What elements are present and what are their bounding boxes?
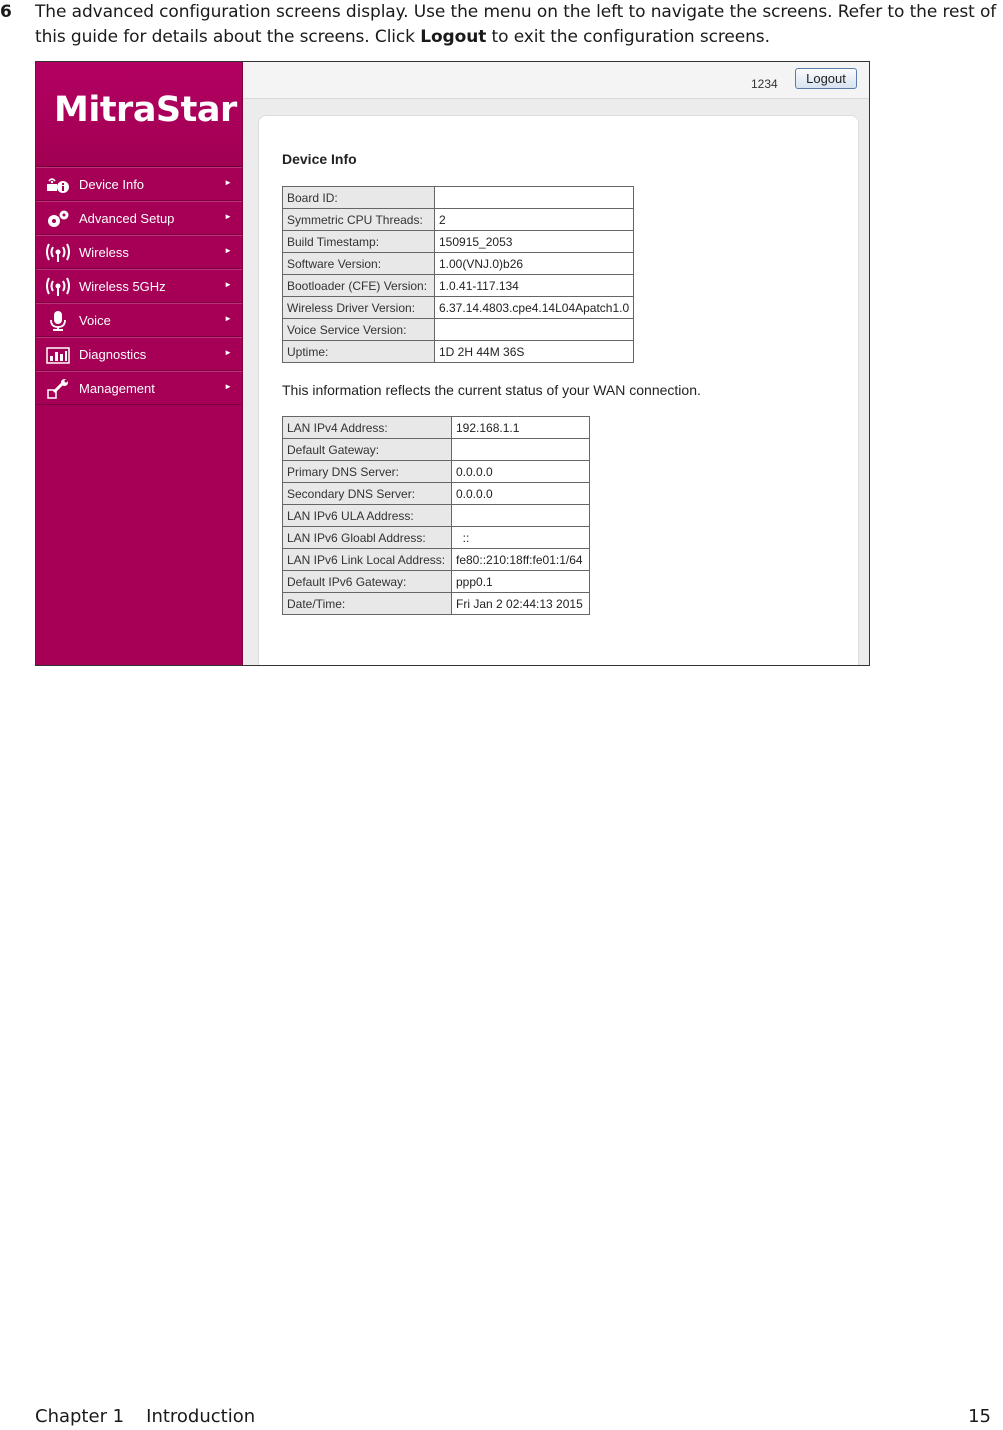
menu-label: Diagnostics — [79, 347, 147, 362]
step-text-before: The advanced configuration screens display. Use the menu on the left to navigate the screens. Refer to the rest of this guide for details about the screens. Click — [35, 2, 997, 47]
row-value: Fri Jan 2 02:44:13 2015 — [452, 593, 590, 615]
step-number: 6 — [0, 2, 12, 22]
arrow-right-icon: ► — [224, 348, 232, 357]
menu-item-diagnostics[interactable] — [36, 337, 242, 371]
row-value: 1.0.41-117.134 — [435, 275, 634, 297]
brand-name: MitraStar — [54, 90, 237, 130]
device-info-icon — [46, 175, 70, 195]
chart-icon — [46, 345, 70, 365]
row-key: LAN IPv6 ULA Address: — [283, 505, 452, 527]
row-value: 192.168.1.1 — [452, 417, 590, 439]
router-screenshot — [35, 61, 870, 666]
table-row — [283, 571, 590, 593]
row-value: 0.0.0.0 — [452, 461, 590, 483]
table-row — [283, 549, 590, 571]
row-key: Board ID: — [283, 187, 435, 209]
table-row — [283, 231, 634, 253]
table-row — [283, 297, 634, 319]
wrench-icon — [46, 379, 70, 399]
table-row — [283, 341, 634, 363]
table-row — [283, 483, 590, 505]
sidebar — [36, 62, 243, 665]
row-value: fe80::210:18ff:fe01:1/64 — [452, 549, 590, 571]
menu-item-advanced-setup[interactable] — [36, 201, 242, 235]
row-value: 6.37.14.4803.cpe4.14L04Apatch1.0 — [435, 297, 634, 319]
table-row — [283, 209, 634, 231]
row-value: 1.00(VNJ.0)b26 — [435, 253, 634, 275]
row-key: LAN IPv4 Address: — [283, 417, 452, 439]
table-row — [283, 593, 590, 615]
device-info-table — [282, 186, 634, 363]
menu-label: Voice — [79, 313, 111, 328]
step-text — [35, 0, 1000, 50]
row-value: :: — [452, 527, 590, 549]
brand-logo — [36, 62, 242, 167]
sidebar-menu — [36, 167, 242, 405]
table-row — [283, 417, 590, 439]
row-key: Secondary DNS Server: — [283, 483, 452, 505]
row-value — [452, 439, 590, 461]
row-key: Primary DNS Server: — [283, 461, 452, 483]
menu-item-voice[interactable] — [36, 303, 242, 337]
username-label: 1234 — [751, 77, 778, 91]
row-value — [435, 319, 634, 341]
content-panel — [258, 115, 859, 666]
row-value: 150915_2053 — [435, 231, 634, 253]
wan-status-note: This information reflects the current status of your WAN connection. — [282, 382, 701, 398]
menu-label: Advanced Setup — [79, 211, 175, 226]
row-value: 2 — [435, 209, 634, 231]
menu-label: Device Info — [79, 177, 145, 192]
row-value — [452, 505, 590, 527]
row-key: LAN IPv6 Link Local Address: — [283, 549, 452, 571]
step-instruction — [0, 0, 1003, 56]
row-key: Uptime: — [283, 341, 435, 363]
row-key: Build Timestamp: — [283, 231, 435, 253]
row-key: Date/Time: — [283, 593, 452, 615]
page-title: Device Info — [282, 151, 357, 167]
table-row — [283, 253, 634, 275]
menu-item-wireless[interactable] — [36, 235, 242, 269]
top-bar — [243, 62, 870, 99]
table-row — [283, 505, 590, 527]
chapter-title: Introduction — [146, 1406, 256, 1427]
footer-chapter — [35, 1405, 255, 1429]
row-value: 0.0.0.0 — [452, 483, 590, 505]
row-value: 1D 2H 44M 36S — [435, 341, 634, 363]
row-key: Software Version: — [283, 253, 435, 275]
arrow-right-icon: ► — [224, 382, 232, 391]
row-key: LAN IPv6 Gloabl Address: — [283, 527, 452, 549]
page-number: 15 — [968, 1406, 991, 1427]
arrow-right-icon: ► — [224, 280, 232, 289]
arrow-right-icon: ► — [224, 178, 232, 187]
menu-label: Management — [79, 381, 155, 396]
menu-label: Wireless 5GHz — [79, 279, 166, 294]
menu-item-wireless-5ghz[interactable] — [36, 269, 242, 303]
wan-info-table — [282, 416, 590, 615]
gears-icon — [46, 209, 70, 229]
row-value — [435, 187, 634, 209]
arrow-right-icon: ► — [224, 212, 232, 221]
table-row — [283, 527, 590, 549]
row-key: Default Gateway: — [283, 439, 452, 461]
arrow-right-icon: ► — [224, 246, 232, 255]
table-row — [283, 275, 634, 297]
step-text-after: to exit the configuration screens. — [486, 27, 770, 47]
menu-item-device-info[interactable] — [36, 167, 242, 201]
wireless-icon — [46, 277, 70, 297]
wireless-icon — [46, 243, 70, 263]
row-value: ppp0.1 — [452, 571, 590, 593]
table-row — [283, 461, 590, 483]
row-key: Voice Service Version: — [283, 319, 435, 341]
logout-button[interactable]: Logout — [795, 68, 857, 89]
table-row — [283, 319, 634, 341]
row-key: Default IPv6 Gateway: — [283, 571, 452, 593]
row-key: Wireless Driver Version: — [283, 297, 435, 319]
arrow-right-icon: ► — [224, 314, 232, 323]
menu-item-management[interactable] — [36, 371, 242, 405]
row-key: Bootloader (CFE) Version: — [283, 275, 435, 297]
row-key: Symmetric CPU Threads: — [283, 209, 435, 231]
table-row — [283, 439, 590, 461]
chapter-label: Chapter 1 — [35, 1406, 125, 1427]
step-text-bold: Logout — [420, 27, 487, 47]
microphone-icon — [46, 311, 70, 331]
menu-label: Wireless — [79, 245, 129, 260]
table-row — [283, 187, 634, 209]
